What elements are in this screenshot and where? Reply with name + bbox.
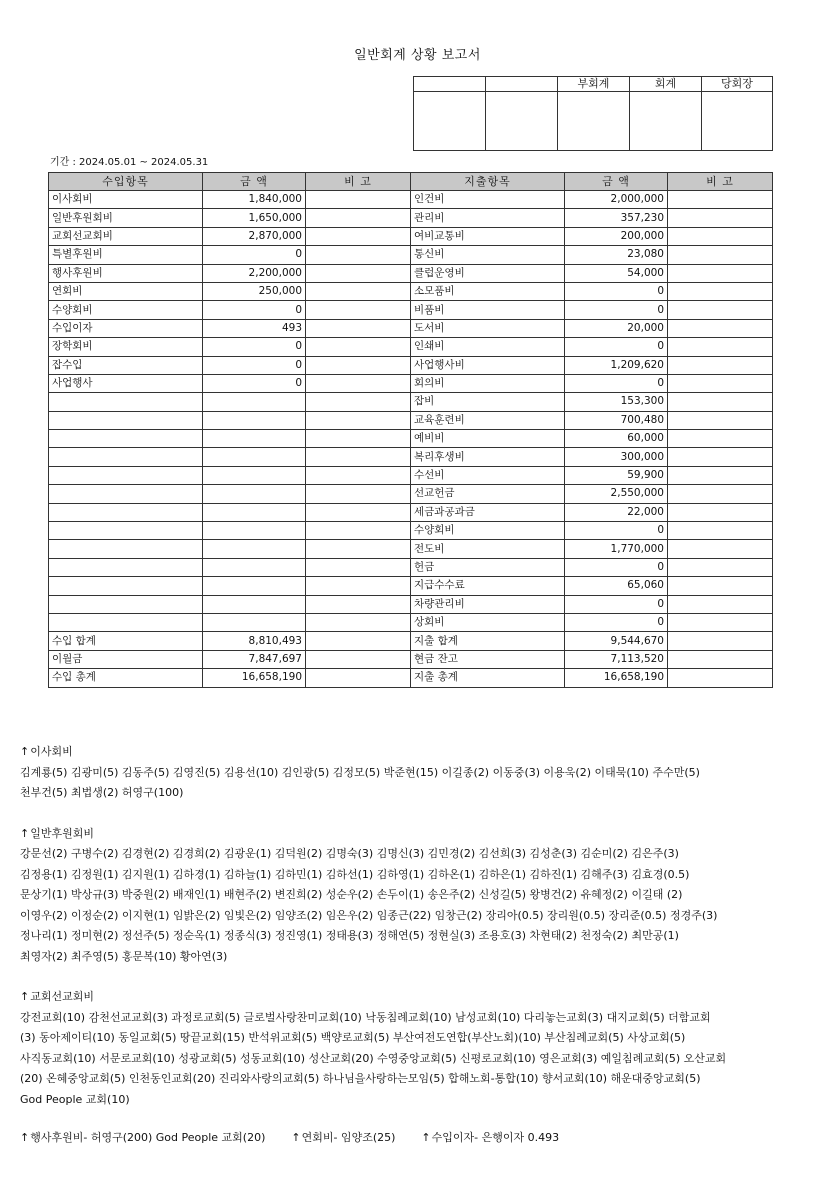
expense-amount: 0 [565, 613, 668, 631]
section-title [20, 987, 820, 1008]
income-item [49, 411, 203, 429]
ledger-row [49, 393, 773, 411]
expense-note [668, 613, 773, 631]
income-note [306, 466, 411, 484]
income-note [306, 393, 411, 411]
expense-note [668, 209, 773, 227]
approval-sign-vice-accountant [558, 92, 630, 151]
income-item [49, 466, 203, 484]
expense-item: 비품비 [411, 301, 565, 319]
income-item [49, 558, 203, 576]
contributor-line: (3) 동아제이티(10) 동일교회(5) 땅끝교회(15) 반석위교회(5) 백양로교회(5) 부산여전도연합(부산노회)(10) 부산침례교회(5) 사상교회(5) [20, 1031, 686, 1044]
section-title [20, 824, 820, 845]
expense-item: 도서비 [411, 319, 565, 337]
income-amount: 493 [203, 319, 306, 337]
ledger-row [49, 430, 773, 448]
income-item [49, 393, 203, 411]
expense-amount: 0 [565, 374, 668, 392]
income-total-item: 수입 총계 [49, 669, 203, 687]
income-total-note [306, 632, 411, 650]
approval-sign-2 [486, 92, 558, 151]
expense-item: 예비비 [411, 430, 565, 448]
section-title [20, 742, 820, 763]
up-arrow-icon: ↑ [421, 1131, 431, 1144]
contributor-line: 강문선(2) 구병수(2) 김경현(2) 김경희(2) 김광운(1) 김덕원(2) 김명숙(3) 김명신(3) 김민경(2) 김선희(3) 김성춘(3) 김순미(2) 김은주(3) [20, 847, 679, 860]
ledger-row [49, 227, 773, 245]
income-note [306, 191, 411, 209]
income-note [306, 282, 411, 300]
income-item [49, 613, 203, 631]
expense-total-amount: 9,544,670 [565, 632, 668, 650]
report-title: 일반회계 상황 보고서 [354, 48, 481, 63]
expense-amount: 65,060 [565, 577, 668, 595]
expense-note [668, 595, 773, 613]
contributor-line: 김계룡(5) 김광미(5) 김동주(5) 김영진(5) 김용선(10) 김인광(5) 김정모(5) 박준현(15) 이길종(2) 이동중(3) 이용욱(2) 이태묵(10) 주수만(5) [20, 765, 700, 779]
income-note [306, 227, 411, 245]
approval-header-pastor: 당회장 [702, 77, 773, 92]
expense-amount: 0 [565, 301, 668, 319]
income-item: 이사회비 [49, 191, 203, 209]
income-note [306, 301, 411, 319]
expense-amount: 2,000,000 [565, 191, 668, 209]
expense-item: 사업행사비 [411, 356, 565, 374]
ledger-row [49, 264, 773, 282]
expense-total-item: 지출 총계 [411, 669, 565, 687]
expense-amount: 2,550,000 [565, 485, 668, 503]
ledger-row [49, 540, 773, 558]
expense-note [668, 227, 773, 245]
income-note [306, 319, 411, 337]
expense-note [668, 374, 773, 392]
income-item: 행사후원비 [49, 264, 203, 282]
expense-note [668, 411, 773, 429]
expense-total-amount: 16,658,190 [565, 669, 668, 687]
section-title-text: 교회선교회비 [30, 990, 94, 1003]
income-amount [203, 595, 306, 613]
income-item: 특별후원비 [49, 246, 203, 264]
ledger-row [49, 595, 773, 613]
income-item [49, 503, 203, 521]
ledger-row [49, 411, 773, 429]
ledger-row [49, 503, 773, 521]
expense-amount: 357,230 [565, 209, 668, 227]
income-item: 사업행사 [49, 374, 203, 392]
income-amount [203, 430, 306, 448]
expense-item: 관리비 [411, 209, 565, 227]
expense-item: 클럽운영비 [411, 264, 565, 282]
income-note [306, 595, 411, 613]
income-amount: 2,870,000 [203, 227, 306, 245]
ledger-row [49, 246, 773, 264]
income-item: 잡수입 [49, 356, 203, 374]
income-note [306, 503, 411, 521]
contributor-section [20, 742, 820, 804]
expense-total-item: 현금 잔고 [411, 650, 565, 668]
expense-amount: 0 [565, 595, 668, 613]
income-amount [203, 466, 306, 484]
expense-total-item: 지출 합계 [411, 632, 565, 650]
expense-note [668, 301, 773, 319]
expense-total-note [668, 650, 773, 668]
expense-item: 복리후생비 [411, 448, 565, 466]
contributor-line: 천부건(5) 최법생(2) 허영구(100) [20, 786, 184, 799]
income-total-item: 수입 합계 [49, 632, 203, 650]
expense-amount: 0 [565, 282, 668, 300]
expense-item: 통신비 [411, 246, 565, 264]
income-amount [203, 485, 306, 503]
expense-note [668, 577, 773, 595]
expense-amount: 20,000 [565, 319, 668, 337]
approval-header-accountant: 회계 [630, 77, 702, 92]
ledger-row [49, 613, 773, 631]
income-item [49, 522, 203, 540]
footer-item [421, 1131, 559, 1144]
income-amount [203, 577, 306, 595]
income-item: 연회비 [49, 282, 203, 300]
expense-item: 상회비 [411, 613, 565, 631]
income-item: 수입이자 [49, 319, 203, 337]
section-title-text: 이사회비 [30, 745, 73, 758]
contributor-line: 이영우(2) 이정순(2) 이지현(1) 임밝은(2) 임빛은(2) 임양조(2) 임은우(2) 임종근(22) 임창근(2) 장리아(0.5) 장리원(0.5) 장리준(0.5) 정경주(3) [20, 908, 718, 922]
income-amount: 0 [203, 301, 306, 319]
income-total-note [306, 669, 411, 687]
income-item [49, 485, 203, 503]
expense-note [668, 338, 773, 356]
expense-item: 수선비 [411, 466, 565, 484]
expense-item: 차량관리비 [411, 595, 565, 613]
income-note [306, 540, 411, 558]
expense-note [668, 393, 773, 411]
income-amount: 1,840,000 [203, 191, 306, 209]
expense-amount: 153,300 [565, 393, 668, 411]
up-arrow-icon: ↑ [20, 826, 30, 840]
income-amount: 250,000 [203, 282, 306, 300]
income-amount [203, 393, 306, 411]
expense-total-amount: 7,113,520 [565, 650, 668, 668]
contributor-section [20, 987, 820, 1110]
expense-item: 헌금 [411, 558, 565, 576]
income-amount [203, 411, 306, 429]
income-item: 수양회비 [49, 301, 203, 319]
income-note [306, 577, 411, 595]
expense-note [668, 466, 773, 484]
ledger-row [49, 356, 773, 374]
up-arrow-icon: ↑ [291, 1131, 301, 1144]
income-amount [203, 448, 306, 466]
expense-note [668, 282, 773, 300]
income-note [306, 246, 411, 264]
up-arrow-icon: ↑ [20, 1131, 30, 1144]
footer-item-text: 행사후원비- 허영구(200) God People 교회(20) [30, 1131, 266, 1144]
footer-item-text: 수입이자- 은행이자 0.493 [431, 1131, 560, 1144]
expense-amount: 700,480 [565, 411, 668, 429]
ledger-row [49, 485, 773, 503]
income-total-item: 이월금 [49, 650, 203, 668]
ledger-header-row [49, 173, 773, 191]
income-amount: 0 [203, 356, 306, 374]
income-amount [203, 503, 306, 521]
income-note [306, 448, 411, 466]
income-amount: 0 [203, 338, 306, 356]
income-note [306, 374, 411, 392]
income-note [306, 338, 411, 356]
income-amount: 0 [203, 246, 306, 264]
income-item [49, 595, 203, 613]
expense-item: 소모품비 [411, 282, 565, 300]
up-arrow-icon: ↑ [20, 745, 30, 758]
expense-amount: 59,900 [565, 466, 668, 484]
expense-note [668, 246, 773, 264]
income-note [306, 209, 411, 227]
income-item [49, 430, 203, 448]
income-item [49, 540, 203, 558]
income-note [306, 558, 411, 576]
report-period: 기간 : 2024.05.01 ~ 2024.05.31 [50, 157, 209, 168]
income-note [306, 522, 411, 540]
expense-note [668, 522, 773, 540]
contributor-line: 김정용(1) 김정원(1) 김지원(1) 김하경(1) 김하늘(1) 김하민(1) 김하선(1) 김하영(1) 김하온(1) 김하은(1) 김하진(1) 김해주(3) 김효경(0.5) [20, 867, 690, 881]
approval-header-vice-accountant: 부회계 [558, 77, 630, 92]
expense-amount: 0 [565, 522, 668, 540]
income-amount: 2,200,000 [203, 264, 306, 282]
income-note [306, 356, 411, 374]
ledger-row [49, 319, 773, 337]
contributor-section [20, 824, 820, 968]
expense-amount: 0 [565, 338, 668, 356]
ledger-row [49, 301, 773, 319]
expense-item: 교육훈련비 [411, 411, 565, 429]
footer-item-text: 연회비- 임양조(25) [301, 1131, 396, 1144]
ledger-row [49, 466, 773, 484]
expense-item: 세금과공과금 [411, 503, 565, 521]
expense-item: 회의비 [411, 374, 565, 392]
contributor-line: 최영자(2) 최주영(5) 홍문복(10) 황아연(3) [20, 949, 228, 963]
income-amount [203, 540, 306, 558]
expense-note [668, 319, 773, 337]
expense-amount: 22,000 [565, 503, 668, 521]
expense-note [668, 485, 773, 503]
expense-amount: 200,000 [565, 227, 668, 245]
expense-item: 선교헌금 [411, 485, 565, 503]
income-note-header: 비 고 [306, 173, 411, 191]
expense-note [668, 448, 773, 466]
expense-note [668, 356, 773, 374]
income-total-amount: 7,847,697 [203, 650, 306, 668]
income-note [306, 430, 411, 448]
contributor-line: 문상기(1) 박상규(3) 박중원(2) 배재인(1) 배현주(2) 변진희(2) 성순우(2) 손두이(1) 송은주(2) 신성길(5) 왕병건(2) 유혜정(2) 이길태 (2) [20, 888, 683, 901]
expense-note [668, 540, 773, 558]
approval-signature-box [413, 76, 773, 151]
expense-item: 여비교통비 [411, 227, 565, 245]
ledger-row [49, 577, 773, 595]
section-title-text: 일반후원회비 [30, 826, 94, 840]
income-amount-header: 금 액 [203, 173, 306, 191]
approval-sign-pastor [702, 92, 773, 151]
income-item-header: 수입항목 [49, 173, 203, 191]
footer-item [291, 1131, 395, 1144]
approval-sign-accountant [630, 92, 702, 151]
contributor-line: God People 교회(10) [20, 1092, 130, 1106]
expense-item: 잡비 [411, 393, 565, 411]
expense-item: 인건비 [411, 191, 565, 209]
income-item: 일반후원회비 [49, 209, 203, 227]
approval-sign-1 [414, 92, 486, 151]
expense-note [668, 558, 773, 576]
income-total-amount: 8,810,493 [203, 632, 306, 650]
income-total-amount: 16,658,190 [203, 669, 306, 687]
approval-blank-1 [414, 77, 486, 92]
ledger-total-row [49, 669, 773, 687]
ledger-table [48, 172, 773, 688]
expense-item: 지급수수료 [411, 577, 565, 595]
footer-item [20, 1131, 265, 1144]
expense-note [668, 503, 773, 521]
income-note [306, 485, 411, 503]
ledger-row [49, 338, 773, 356]
expense-amount: 1,209,620 [565, 356, 668, 374]
income-amount: 1,650,000 [203, 209, 306, 227]
expense-note [668, 191, 773, 209]
contributor-line: 사직동교회(10) 서문로교회(10) 성광교회(5) 성동교회(10) 성산교회(20) 수영중앙교회(5) 신평로교회(10) 영은교회(3) 예일침례교회(5) 오산교회 [20, 1051, 727, 1065]
income-total-note [306, 650, 411, 668]
income-note [306, 411, 411, 429]
income-item: 장학회비 [49, 338, 203, 356]
ledger-row [49, 522, 773, 540]
income-note [306, 264, 411, 282]
contributor-line: 정나리(1) 정미현(2) 정선주(5) 정순옥(1) 정종식(3) 정진영(1) 정태용(3) 정해연(5) 정현실(3) 조용호(3) 차현태(2) 천정숙(2) 최만공(1) [20, 929, 679, 942]
expense-note [668, 264, 773, 282]
notes-section [20, 742, 820, 1110]
ledger-row [49, 448, 773, 466]
expense-amount: 0 [565, 558, 668, 576]
ledger-row [49, 558, 773, 576]
expense-amount: 60,000 [565, 430, 668, 448]
expense-amount: 54,000 [565, 264, 668, 282]
income-note [306, 613, 411, 631]
expense-total-note [668, 669, 773, 687]
expense-item: 전도비 [411, 540, 565, 558]
income-amount [203, 522, 306, 540]
income-amount: 0 [203, 374, 306, 392]
ledger-total-row [49, 650, 773, 668]
ledger-row [49, 374, 773, 392]
expense-note-header: 비 고 [668, 173, 773, 191]
contributor-line: (20) 온혜중앙교회(5) 인천동인교회(20) 진리와사랑의교회(5) 하나님을사랑하는모임(5) 합해노회-통합(10) 향서교회(10) 해운대중앙교회(5) [20, 1072, 701, 1085]
ledger-row [49, 191, 773, 209]
expense-amount-header: 금 액 [565, 173, 668, 191]
ledger-total-row [49, 632, 773, 650]
expense-item: 수양회비 [411, 522, 565, 540]
up-arrow-icon: ↑ [20, 990, 30, 1003]
income-item [49, 577, 203, 595]
income-item: 교회선교회비 [49, 227, 203, 245]
expense-amount: 23,080 [565, 246, 668, 264]
approval-blank-2 [486, 77, 558, 92]
expense-item: 인쇄비 [411, 338, 565, 356]
expense-amount: 300,000 [565, 448, 668, 466]
expense-total-note [668, 632, 773, 650]
expense-note [668, 430, 773, 448]
contributor-line: 강전교회(10) 감천선교교회(3) 과정로교회(5) 글로벌사랑찬미교회(10) 낙동침례교회(10) 남성교회(10) 다리놓는교회(3) 대지교회(5) 더함교회 [20, 1010, 711, 1024]
income-item [49, 448, 203, 466]
ledger-row [49, 209, 773, 227]
expense-item-header: 지출항목 [411, 173, 565, 191]
expense-amount: 1,770,000 [565, 540, 668, 558]
footer-notes [20, 1129, 585, 1147]
income-amount [203, 558, 306, 576]
ledger-row [49, 282, 773, 300]
income-amount [203, 613, 306, 631]
